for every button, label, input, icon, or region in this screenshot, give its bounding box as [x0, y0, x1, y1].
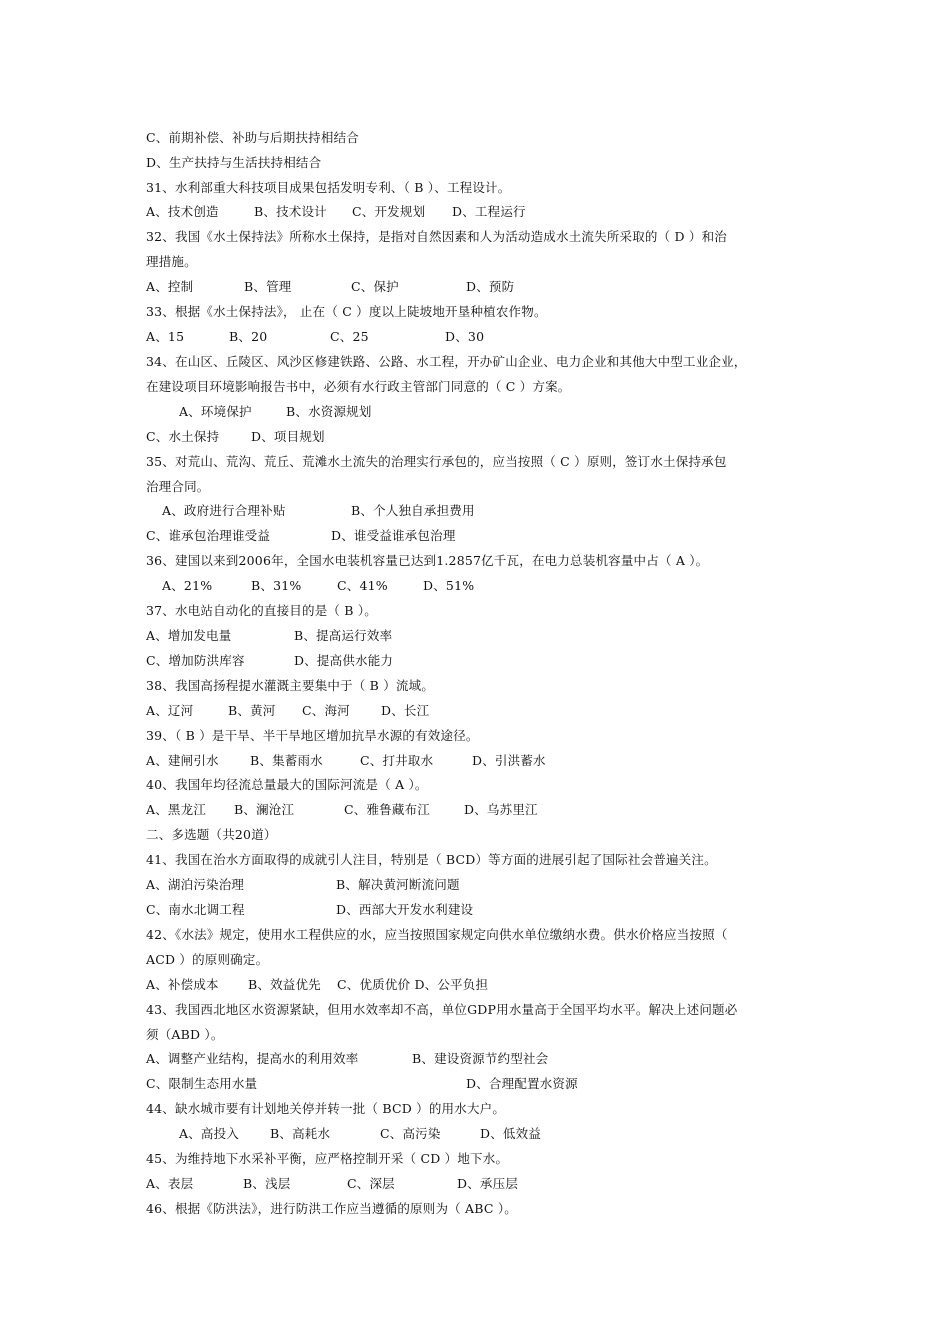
text-line: 40、我国年均径流总量最大的国际河流是（ A ）。 [146, 777, 428, 792]
text-line: ACD ）的原则确定。 [146, 952, 269, 967]
text-line: 36、建国以来到2006年，全国水电装机容量已达到1.2857亿千瓦，在电力总装机容量中占（ A ）。 [146, 553, 709, 568]
text-line: 32、我国《水土保持法》所称水土保持，是指对自然因素和人为活动造成水土流失所采取的（ D ）和治 [146, 229, 727, 244]
answer-option: B、31% [251, 578, 302, 593]
answer-option: D、低效益 [480, 1126, 542, 1141]
answer-option: C、南水北调工程 [146, 902, 245, 917]
answer-option: B、集蓄雨水 [250, 753, 323, 768]
answer-option: D、预防 [466, 279, 515, 294]
answer-option: C、海河 [302, 703, 350, 718]
answer-option: D、乌苏里江 [464, 802, 538, 817]
answer-option: A、高投入 [179, 1126, 240, 1141]
answer-option: C、打井取水 [360, 753, 434, 768]
answer-option: C、雅鲁藏布江 [344, 802, 430, 817]
answer-option: D、西部大开发水利建设 [336, 902, 474, 917]
answer-option: A、15 [146, 329, 185, 344]
text-line: 41、我国在治水方面取得的成就引人注目，特别是（ BCD）等方面的进展引起了国际社会普遍关注。 [146, 852, 717, 867]
answer-option: B、提高运行效率 [294, 628, 393, 643]
text-line: 治理合同。 [146, 479, 210, 494]
text-line: 45、为维持地下水采补平衡，应严格控制开采（ CD ）地下水。 [146, 1151, 509, 1166]
answer-option: A、表层 [146, 1176, 194, 1191]
answer-option: A、技术创造 [146, 204, 219, 219]
answer-option: A、调整产业结构，提高水的利用效率 [146, 1051, 359, 1066]
answer-option: A、政府进行合理补贴 [162, 503, 286, 518]
answer-option: B、建设资源节约型社会 [412, 1051, 549, 1066]
answer-option: D、项目规划 [251, 429, 325, 444]
text-line: 在建设项目环境影响报告书中，必须有水行政主管部门同意的（ C ）方案。 [146, 379, 571, 394]
text-line: 37、水电站自动化的直接目的是（ B ）。 [146, 603, 377, 618]
answer-option: B、个人独自承担费用 [351, 503, 475, 518]
answer-option: B、20 [229, 329, 268, 344]
answer-option: D、提高供水能力 [294, 653, 394, 668]
answer-option: A、环境保护 [179, 404, 252, 419]
answer-option: B、技术设计 [254, 204, 327, 219]
answer-option: B、效益优先 [248, 977, 321, 992]
answer-option: B、黄河 [228, 703, 276, 718]
answer-option: D、承压层 [457, 1176, 519, 1191]
answer-option: A、21% [162, 578, 213, 593]
answer-option: D、51% [423, 578, 475, 593]
answer-option: C、41% [337, 578, 388, 593]
answer-option: A、补偿成本 [146, 977, 219, 992]
answer-option: D、合理配置水资源 [466, 1076, 578, 1091]
answer-option: C、深层 [347, 1176, 395, 1191]
answer-option: B、高耗水 [270, 1126, 331, 1141]
text-line: 42、《水法》规定，使用水工程供应的水，应当按照国家规定向供水单位缴纳水费。供水价格应当按照（ [146, 927, 728, 942]
answer-option: B、解决黄河断流问题 [336, 877, 460, 892]
answer-option: A、建闸引水 [146, 753, 219, 768]
answer-option: B、澜沧江 [234, 802, 295, 817]
answer-option: D、谁受益谁承包治理 [331, 528, 456, 543]
answer-option: C、保护 [351, 279, 399, 294]
text-line: 44、缺水城市要有计划地关停并转一批（ BCD ）的用水大户。 [146, 1101, 506, 1116]
text-line: C、前期补偿、补助与后期扶持相结合 [146, 130, 359, 145]
answer-option: B、浅层 [243, 1176, 291, 1191]
answer-option: D、30 [445, 329, 485, 344]
answer-option: C、谁承包治理谁受益 [146, 528, 271, 543]
answer-option: D、引洪蓄水 [472, 753, 546, 768]
answer-option: A、黑龙江 [146, 802, 207, 817]
text-line: 理措施。 [146, 254, 197, 269]
answer-option: C、限制生态用水量 [146, 1076, 258, 1091]
text-line: 二、多选题（共20道） [146, 827, 277, 842]
answer-option: A、湖泊污染治理 [146, 877, 245, 892]
answer-option: D、长江 [381, 703, 430, 718]
answer-option: C、开发规划 [352, 204, 426, 219]
text-line: 43、我国西北地区水资源紧缺，但用水效率却不高，单位GDP用水量高于全国平均水平。解决上述问题必 [146, 1002, 738, 1017]
text-line: 46、根据《防洪法》，进行防洪工作应当遵循的原则为（ ABC ）。 [146, 1201, 517, 1216]
answer-option: A、辽河 [146, 703, 194, 718]
answer-option: C、优质优价 D、公平负担 [337, 977, 489, 992]
answer-option: C、25 [330, 329, 369, 344]
text-line: 35、对荒山、荒沟、荒丘、荒滩水土流失的治理实行承包的，应当按照（ C ）原则，签订水土保持承包 [146, 454, 727, 469]
answer-option: C、增加防洪库容 [146, 653, 245, 668]
answer-option: D、工程运行 [452, 204, 526, 219]
text-line: 33、根据《水土保持法》， 止在（ C ）度以上陡坡地开垦种植农作物。 [146, 304, 547, 319]
text-line: 39、（ B ）是干旱、半干旱地区增加抗旱水源的有效途径。 [146, 728, 479, 743]
answer-option: C、高污染 [380, 1126, 441, 1141]
text-line: 31、水利部重大科技项目成果包括发明专利、（ B ）、工程设计。 [146, 180, 511, 195]
answer-option: C、水土保持 [146, 429, 220, 444]
answer-option: B、水资源规划 [286, 404, 372, 419]
text-line: D、生产扶持与生活扶持相结合 [146, 155, 322, 170]
text-line: 须（ABD ）。 [146, 1027, 224, 1042]
answer-option: A、控制 [146, 279, 194, 294]
answer-option: A、增加发电量 [146, 628, 232, 643]
answer-option: B、管理 [244, 279, 292, 294]
text-line: 34、在山区、丘陵区、风沙区修建铁路、公路、水工程，开办矿山企业、电力企业和其他大中型工业企业， [146, 354, 747, 369]
text-line: 38、我国高扬程提水灌溉主要集中于（ B ）流域。 [146, 678, 435, 693]
